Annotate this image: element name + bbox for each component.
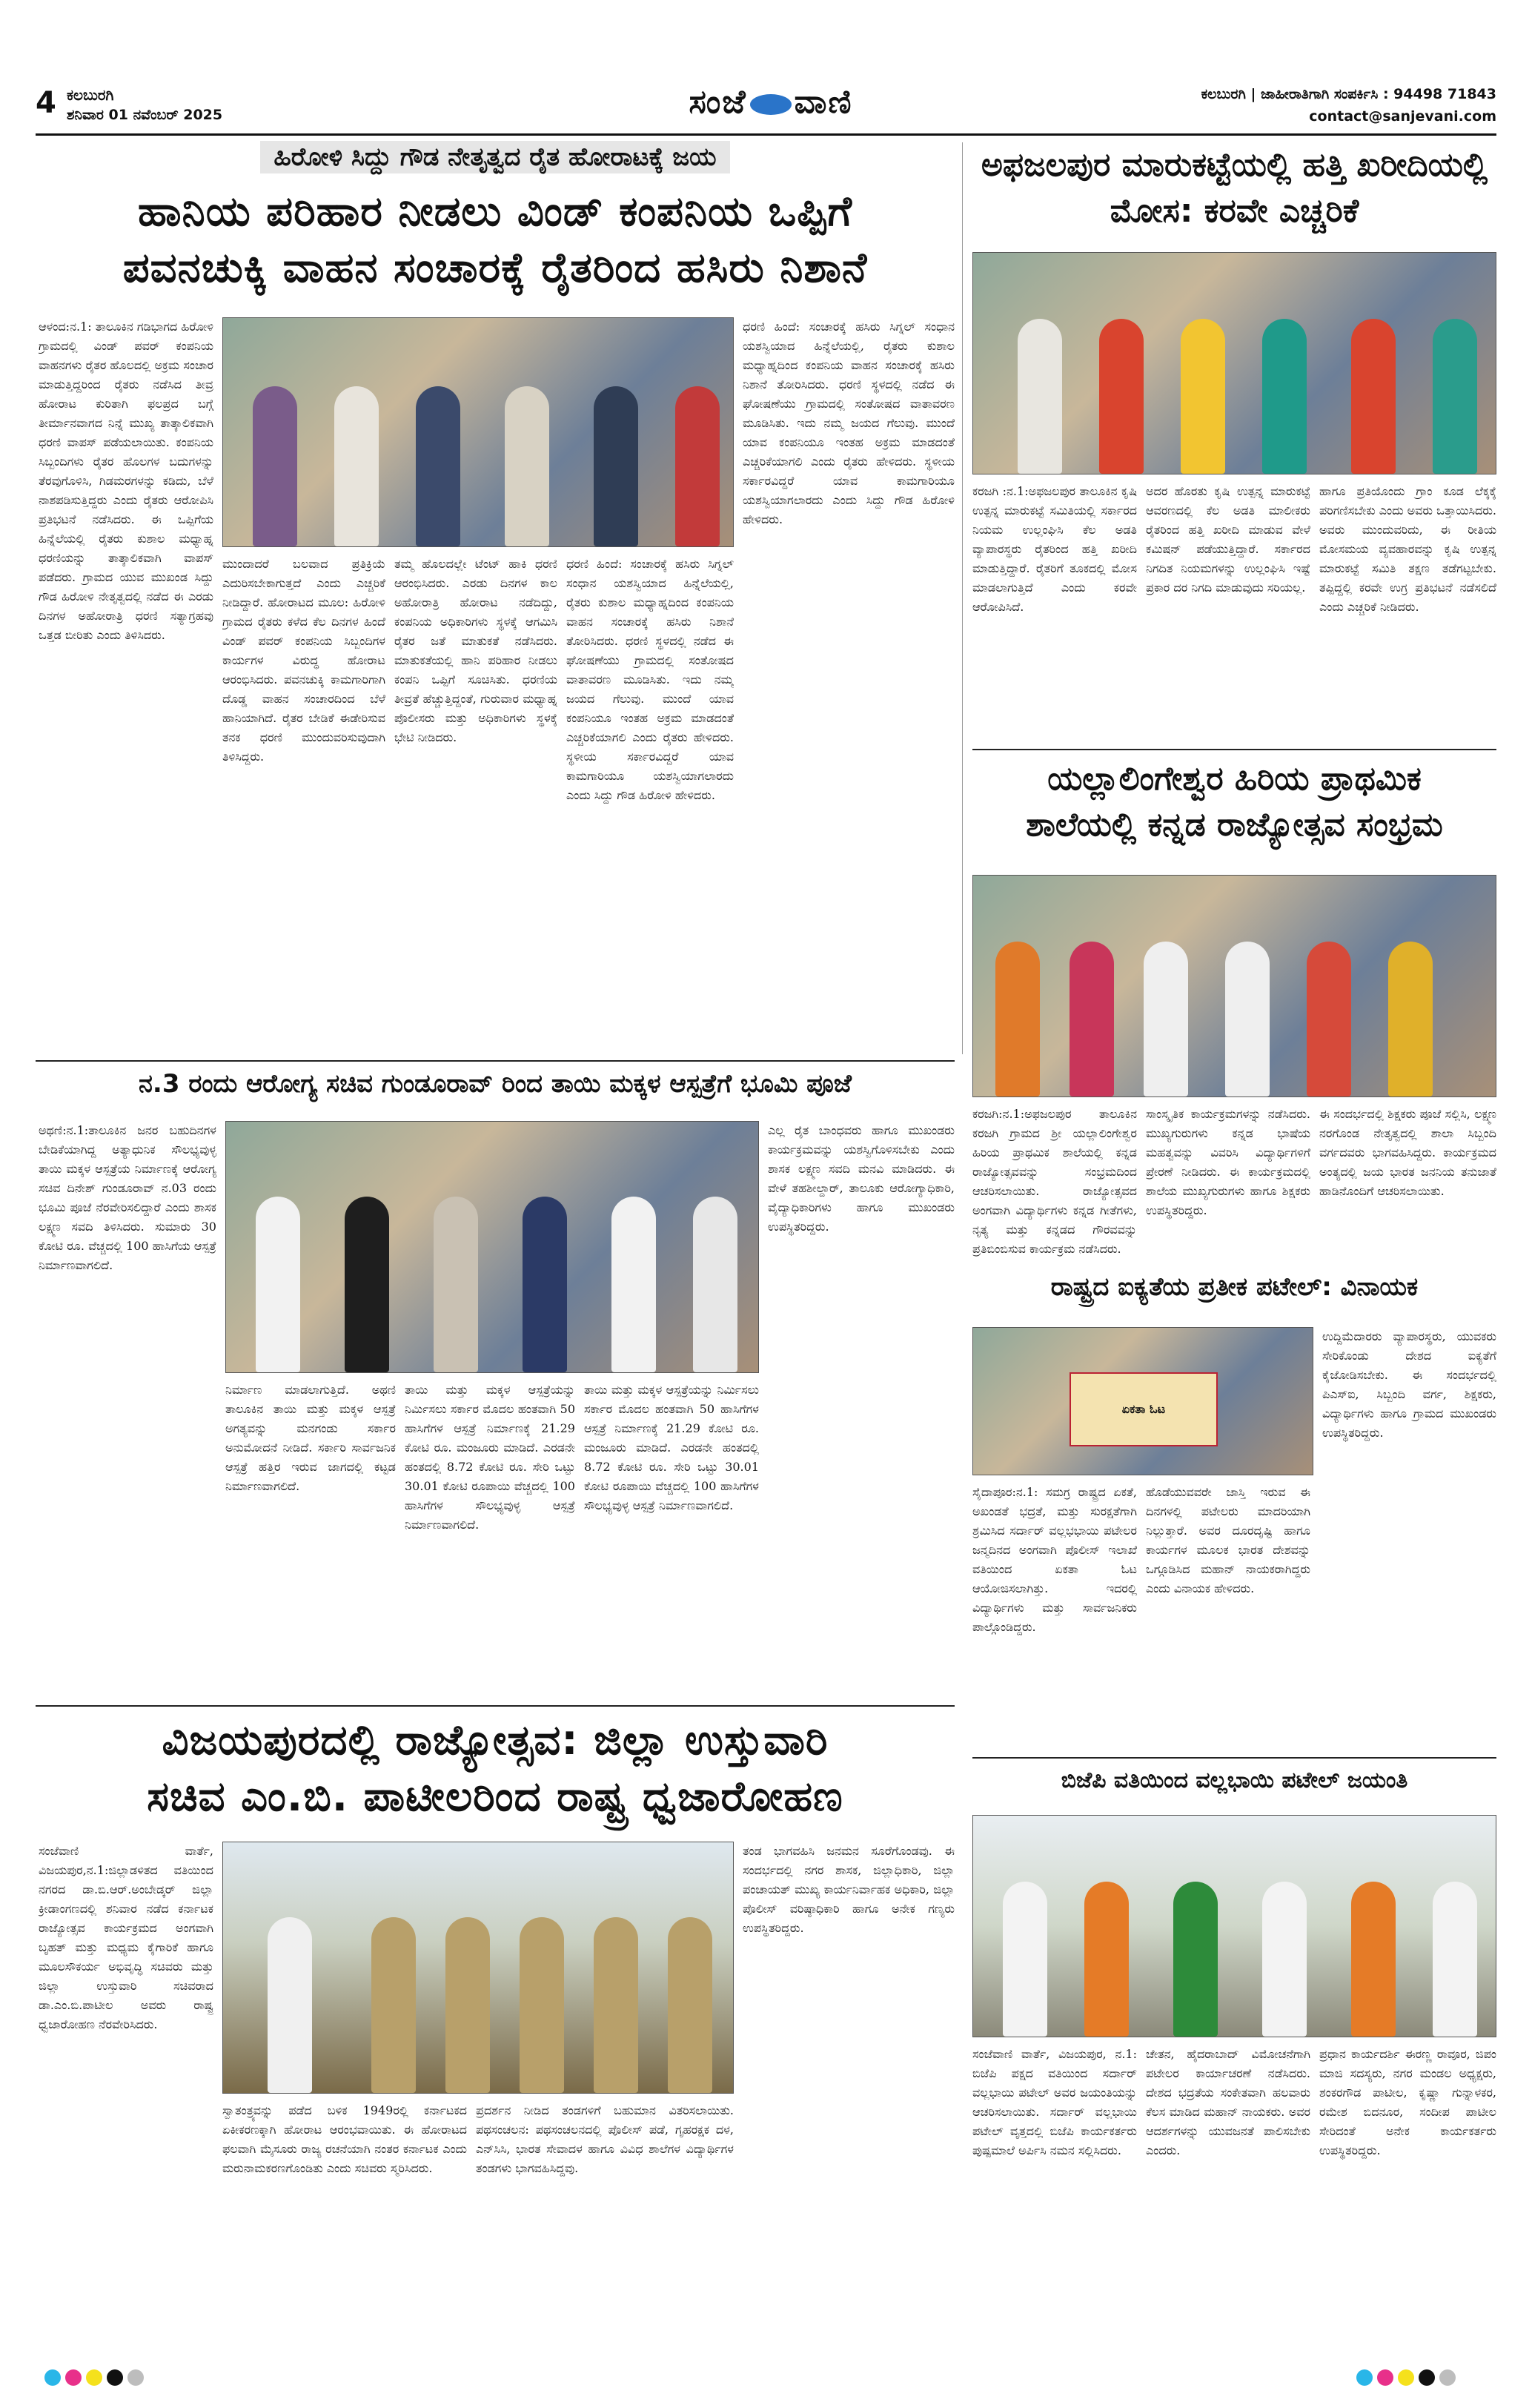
section-rule bbox=[972, 1757, 1496, 1759]
story1-col3-text: ತಮ್ಮ ಹೊಲದಲ್ಲೇ ಟೆಂಟ್ ಹಾಕಿ ಧರಣಿ ಆರಂಭಿಸಿದರು. ಎರಡು ದಿನಗಳ ಕಾಲ ಅಹೋರಾತ್ರಿ ಹೋರಾಟ ನಡೆದಿದ್ದು, ಕಂಪನಿಯ ಅಧಿಕಾರಿಗಳು ಸ್ಥಳಕ್ಕೆ ಆಗಮಿಸಿ ರೈತರ ಜತೆ ಮಾತುಕತೆ ನಡೆಸಿದರು. ಮಾತುಕತೆಯಲ್ಲಿ ಹಾನಿ ಪರಿಹಾರ ನೀಡಲು ಕಂಪನಿ ಒಪ್ಪಿಗೆ ಸೂಚಿಸಿತು. ಧರಣಿಯ ತೀವ್ರತೆ ಹೆಚ್ಚುತ್ತಿದ್ದಂತೆ, ಗುರುವಾರ ಮಧ್ಯಾಹ್ನ ಪೊಲೀಸರು ಮತ್ತು ಅಧಿಕಾರಿಗಳು ಸ್ಥಳಕ್ಕೆ ಭೇಟಿ ನೀಡಿದರು. bbox=[394, 557, 557, 744]
story1-col4-text: ಧರಣಿ ಹಿಂದೆ: ಸಂಚಾರಕ್ಕೆ ಹಸಿರು ಸಿಗ್ನಲ್ ಸಂಧಾನ ಯಶಸ್ವಿಯಾದ ಹಿನ್ನೆಲೆಯಲ್ಲಿ, ರೈತರು ಕುಶಾಲ ಮಧ್ಯಾಹ್ನದಿಂದ ಕಂಪನಿಯ ವಾಹನ ಸಂಚಾರಕ್ಕೆ ಹಸಿರು ನಿಶಾನೆ ತೋರಿಸಿದರು. ಧರಣಿ ಸ್ಥಳದಲ್ಲಿ ನಡೆದ ಈ ಘೋಷಣೆಯು ಗ್ರಾಮದಲ್ಲಿ ಸಂತೋಷದ ವಾತಾವರಣ ಮೂಡಿಸಿತು. ಇದು ನಮ್ಮ ಜಯದ ಗೆಲುವು. ಮುಂದೆ ಯಾವ ಕಂಪನಿಯೂ ಇಂತಹ ಅಕ್ರಮ ಮಾಡದಂತೆ ಎಚ್ಚರಿಕೆಯಾಗಲಿ ಎಂದು ರೈತರು ಹೇಳಿದರು. ಸ್ಥಳೀಯ ಸರ್ಕಾರವಿದ್ದರೆ ಯಾವ ಕಾಮಗಾರಿಯೂ ಯಶಸ್ವಿಯಾಗಲಾರದು ಎಂದು ಸಿದ್ದು ಗೌಡ ಹಿರೋಳಿ ಹೇಳಿದರು. bbox=[566, 557, 734, 802]
story1-column-5 bbox=[743, 317, 955, 1051]
story1-col1-text: ಆಳಂದ:ನ.1: ತಾಲೂಕಿನ ಗಡಿಭಾಗದ ಹಿರೋಳಿ ಗ್ರಾಮದಲ್ಲಿ ವಿಂಡ್ ಪವರ್ ಕಂಪನಿಯ ವಾಹನಗಳು ರೈತರ ಹೊಲದಲ್ಲಿ ಅಕ್ರಮ ಸಂಚಾರ ಮಾಡುತ್ತಿದ್ದರಿಂದ ರೈತರು ನಡೆಸಿದ ತೀವ್ರ ಹೋರಾಟ ಕುರಿತಾಗಿ ಫಲಪ್ರದ ಬಗ್ಗೆ ತೀರ್ಮಾನವಾಗದ ನಿನ್ನೆ ಮುಖ್ಯ ತಾತ್ಕಾಲಿಕವಾಗಿ ಧರಣಿ ವಾಪಸ್ ಪಡೆಯಲಾಯಿತು. ಕಂಪನಿಯ ಸಿಬ್ಬಂದಿಗಳು ರೈತರ ಹೊಲಗಳ ಬದುಗಳನ್ನು ತೆರವುಗೊಳಿಸಿ, ಗಿಡಮರಗಳನ್ನು ಕಡಿದು, ಬೆಳೆ ನಾಶಪಡಿಸುತ್ತಿದ್ದರು ಎಂದು ರೈತರು ಆರೋಪಿಸಿ ಪ್ರತಿಭಟನೆ ನಡೆಸಿದರು. ಈ ಒಪ್ಪಿಗೆಯ ಹಿನ್ನೆಲೆಯಲ್ಲಿ ರೈತರು ಕುಶಾಲ ಮಧ್ಯಾಹ್ನ ಧರಣಿಯನ್ನು ತಾತ್ಕಾಲಿಕವಾಗಿ ವಾಪಸ್ ಪಡೆದರು. ಗ್ರಾಮದ ಯುವ ಮುಖಂಡ ಸಿದ್ದು ಗೌಡ ಹಿರೋಳಿ ನೇತೃತ್ವದಲ್ಲಿ ನಡೆದ ಈ ಎರಡು ದಿನಗಳ ಅಹೋರಾತ್ರಿ ಧರಣಿ ಸತ್ಯಾಗ್ರಹವು ಒತ್ತಡ ಬೀರಿತು ಎಂದು ತಿಳಿಸಿದರು. bbox=[39, 320, 213, 642]
story1-column-1 bbox=[39, 317, 213, 1051]
story2-photo bbox=[972, 252, 1496, 474]
story7-column-2 bbox=[1146, 2045, 1310, 2361]
story6-col2-text: ಸ್ವಾತಂತ್ರ್ಯವನ್ನು ಪಡೆದ ಬಳಿಕ 1949ರಲ್ಲಿ ಕರ್ನಾಟಕದ ಏಕೀಕರಣಕ್ಕಾಗಿ ಹೋರಾಟ ಆರಂಭವಾಯಿತು. ಈ ಹೋರಾಟದ ಫಲವಾಗಿ ಮೈಸೂರು ರಾಜ್ಯ ರಚನೆಯಾಗಿ ನಂತರ ಕರ್ನಾಟಕ ಎಂದು ಮರುನಾಮಕರಣಗೊಂಡಿತು ಎಂದು ಸಚಿವರು ಸ್ಮರಿಸಿದರು. bbox=[222, 2103, 467, 2175]
photo-figure bbox=[1351, 1882, 1396, 2037]
story7-col3-text: ಪ್ರಧಾನ ಕಾರ್ಯದರ್ಶಿ ಈರಣ್ಣ ರಾವೂರ, ಜಿಪಂ ಮಾಜಿ ಸದಸ್ಯರು, ನಗರ ಮಂಡಲ ಅಧ್ಯಕ್ಷರು, ಶಂಕರಗೌಡ ಪಾಟೀಲ, ಕೃಷ್ಣಾ ಗುನ್ನಾಳಕರ, ರಮೇಶ ಬಿದನೂರ, ಸಂದೀಪ ಪಾಟೀಲ ಸೇರಿದಂತೆ ಅನೇಕ ಕಾರ್ಯಕರ್ತರು ಉಪಸ್ಥಿತರಿದ್ದರು. bbox=[1319, 2047, 1496, 2157]
story4-col2-text: ಹೊಡೆಯುವವರೇ ಜಾಸ್ತಿ ಇರುವ ಈ ದಿನಗಳಲ್ಲಿ ಪಟೇಲರು ಮಾದರಿಯಾಗಿ ನಿಲ್ಲುತ್ತಾರೆ. ಅವರ ದೂರದೃಷ್ಟಿ ಹಾಗೂ ಕಾರ್ಯಗಳ ಮೂಲಕ ಭಾರತ ದೇಶವನ್ನು ಒಗ್ಗೂಡಿಸಿದ ಮಹಾನ್ ನಾಯಕರಾಗಿದ್ದರು ಎಂದು ವಿನಾಯಕ ಹೇಳಿದರು. bbox=[1146, 1485, 1310, 1595]
color-dot bbox=[1419, 2369, 1435, 2386]
photo-figure bbox=[594, 1917, 638, 2093]
story5-column-1 bbox=[39, 1121, 216, 1699]
photo-figure bbox=[253, 386, 297, 546]
print-color-bar-right bbox=[1356, 2369, 1505, 2387]
story4-photo bbox=[972, 1327, 1313, 1475]
photo-figure bbox=[1181, 319, 1225, 474]
photo-figure bbox=[1351, 319, 1396, 474]
story7-headline: ಬಿಜೆಪಿ ವತಿಯಿಂದ ವಲ್ಲಭಾಯಿ ಪಟೇಲ್ ಜಯಂತಿ bbox=[1061, 1767, 1408, 1793]
story6-photo bbox=[222, 1842, 734, 2094]
story5-col2-text: ನಿರ್ಮಾಣ ಮಾಡಲಾಗುತ್ತಿದೆ. ಅಥಣಿ ತಾಲೂಕಿನ ತಾಯಿ ಮತ್ತು ಮಕ್ಕಳ ಆಸ್ಪತ್ರೆ ಅಗತ್ಯವನ್ನು ಮನಗಂಡು ಸರ್ಕಾರ ಅನುಮೋದನೆ ನೀಡಿದೆ. ಸರ್ಕಾರಿ ಸಾರ್ವಜನಿಕ ಆಸ್ಪತ್ರೆ ಹತ್ತಿರ ಇರುವ ಜಾಗದಲ್ಲಿ ಕಟ್ಟಡ ನಿರ್ಮಾಣವಾಗಲಿದೆ. bbox=[225, 1383, 396, 1493]
print-color-bar-left bbox=[44, 2369, 252, 2387]
story2-col3-text: ಹಾಗೂ ಪ್ರತಿಯೊಂದು ಗ್ರಾಂ ಕೂಡ ಲೆಕ್ಕಕ್ಕೆ ಪರಿಗಣಿಸಬೇಕು ಎಂದು ಅವರು ಒತ್ತಾಯಿಸಿದರು. ಅವರು ಮುಂದುವರಿದು, ಈ ರೀತಿಯ ಮೋಸಮಯ ವ್ಯವಹಾರವನ್ನು ಕೃಷಿ ಉತ್ಪನ್ನ ಮಾರುಕಟ್ಟೆ ಸಮಿತಿ ತಕ್ಷಣ ತಡೆಗಟ್ಟಬೇಕು. ತಪ್ಪಿದ್ದಲ್ಲಿ ಕರವೇ ಉಗ್ರ ಪ್ರತಿಭಟನೆ ನಡೆಸಲಿದೆ ಎಂದು ಎಚ್ಚರಿಕೆ ನೀಡಿದರು. bbox=[1319, 484, 1496, 614]
story5-photo bbox=[225, 1121, 759, 1373]
masthead-date: ಶನಿವಾರ 01 ನವೆಂಬರ್ 2025 bbox=[67, 107, 223, 123]
logo-text-right: ವಾಣಿ bbox=[794, 83, 853, 121]
photo-banner: ಏಕತಾ ಓಟ bbox=[1070, 1372, 1218, 1446]
story3-column-2 bbox=[1146, 1105, 1310, 1290]
photo-figure bbox=[675, 386, 720, 546]
story5-col4-text: ಎಲ್ಲ ರೈತ ಬಾಂಧವರು ಹಾಗೂ ಮುಖಂಡರು ಕಾರ್ಯಕ್ರಮವನ್ನು ಯಶಸ್ವಿಗೊಳಿಸಬೇಕು ಎಂದು ಶಾಸಕ ಲಕ್ಷ್ಮಣ ಸವದಿ ಮನವಿ ಮಾಡಿದರು. ಈ ವೇಳೆ ತಹಶೀಲ್ದಾರ್, ತಾಲೂಕು ಆರೋಗ್ಯಾಧಿಕಾರಿ, ವೈದ್ಯಾಧಿಕಾರಿಗಳು ಹಾಗೂ ಮುಖಂಡರು ಉಪಸ್ಥಿತರಿದ್ದರು. bbox=[768, 1123, 955, 1234]
photo-figure bbox=[1262, 1882, 1307, 2037]
section-rule bbox=[36, 1060, 955, 1062]
story1-column-4a bbox=[566, 555, 734, 1051]
story1-col5-text: ಧರಣಿ ಹಿಂದೆ: ಸಂಚಾರಕ್ಕೆ ಹಸಿರು ಸಿಗ್ನಲ್ ಸಂಧಾನ ಯಶಸ್ವಿಯಾದ ಹಿನ್ನೆಲೆಯಲ್ಲಿ, ರೈತರು ಕುಶಾಲ ಮಧ್ಯಾಹ್ನದಿಂದ ಕಂಪನಿಯ ವಾಹನ ಸಂಚಾರಕ್ಕೆ ಹಸಿರು ನಿಶಾನೆ ತೋರಿಸಿದರು. ಧರಣಿ ಸ್ಥಳದಲ್ಲಿ ನಡೆದ ಈ ಘೋಷಣೆಯು ಗ್ರಾಮದಲ್ಲಿ ಸಂತೋಷದ ವಾತಾವರಣ ಮೂಡಿಸಿತು. ಇದು ನಮ್ಮ ಜಯದ ಗೆಲುವು. ಮುಂದೆ ಯಾವ ಕಂಪನಿಯೂ ಇಂತಹ ಅಕ್ರಮ ಮಾಡದಂತೆ ಎಚ್ಚರಿಕೆಯಾಗಲಿ ಎಂದು ರೈತರು ಹೇಳಿದರು. ಸ್ಥಳೀಯ ಸರ್ಕಾರವಿದ್ದರೆ ಯಾವ ಕಾಮಗಾರಿಯೂ ಯಶಸ್ವಿಯಾಗಲಾರದು ಎಂದು ಸಿದ್ದು ಗೌಡ ಹಿರೋಳಿ ಹೇಳಿದರು. bbox=[743, 320, 955, 526]
section-rule bbox=[36, 1705, 955, 1707]
story4-col1-text: ಸೈದಾಪೂರ:ನ.1: ಸಮಗ್ರ ರಾಷ್ಟ್ರದ ಏಕತೆ, ಅಖಂಡತೆ ಭದ್ರತೆ, ಮತ್ತು ಸುರಕ್ಷತೆಗಾಗಿ ಶ್ರಮಿಸಿದ ಸರ್ದಾರ್ ವಲ್ಲಭಭಾಯಿ ಪಟೇಲರ ಜನ್ಮದಿನದ ಅಂಗವಾಗಿ ಪೊಲೀಸ್ ಇಲಾಖೆ ವತಿಯಿಂದ ಏಕತಾ ಓಟ ಆಯೋಜಿಸಲಾಗಿತ್ತು. ಇದರಲ್ಲಿ ವಿದ್ಯಾರ್ಥಿಗಳು ಮತ್ತು ಸಾರ್ವಜನಿಕರು ಪಾಲ್ಗೊಂಡಿದ್ದರು. bbox=[972, 1485, 1137, 1634]
color-dot bbox=[1377, 2369, 1393, 2386]
photo-figure bbox=[1099, 319, 1144, 474]
story7-column-3 bbox=[1319, 2045, 1496, 2361]
photo-figure bbox=[1433, 319, 1477, 474]
story2-column-3 bbox=[1319, 482, 1496, 741]
photo-figure bbox=[1307, 942, 1351, 1096]
photo-figure bbox=[1070, 942, 1114, 1096]
story6-column-1 bbox=[39, 1842, 213, 2361]
story5-column-3b bbox=[584, 1380, 759, 1699]
masthead-right bbox=[1111, 83, 1496, 129]
story3-photo bbox=[972, 875, 1496, 1097]
story4-column-2 bbox=[1146, 1483, 1310, 1750]
story5-column-2 bbox=[225, 1380, 396, 1699]
story5-col1-text: ಅಥಣಿ:ನ.1:ತಾಲೂಕಿನ ಜನರ ಬಹುದಿನಗಳ ಬೇಡಿಕೆಯಾಗಿದ್ದ ಅತ್ಯಾಧುನಿಕ ಸೌಲಭ್ಯವುಳ್ಳ ತಾಯಿ ಮಕ್ಕಳ ಆಸ್ಪತ್ರೆಯ ನಿರ್ಮಾಣಕ್ಕೆ ಆರೋಗ್ಯ ಸಚಿವ ದಿನೇಶ್ ಗುಂಡೂರಾವ್ ನ.03 ರಂದು ಭೂಮಿ ಪೂಜೆ ನೆರವೇರಿಸಲಿದ್ದಾರೆ ಎಂದು ಶಾಸಕ ಲಕ್ಷ್ಮಣ ಸವದಿ ತಿಳಿಸಿದರು. ಸುಮಾರು 30 ಕೋಟಿ ರೂ. ವೆಚ್ಚದಲ್ಲಿ 100 ಹಾಸಿಗೆಯ ಆಸ್ಪತ್ರೆ ನಿರ್ಮಾಣವಾಗಲಿದೆ. bbox=[39, 1123, 216, 1272]
story7-col2-text: ಚೇತನ, ಹೈದರಾಬಾದ್ ವಿಮೋಚನೆಗಾಗಿ ಪಟೇಲರ ಕಾರ್ಯಾಚರಣೆ ನಡೆಸಿದರು. ದೇಶದ ಭದ್ರತೆಯ ಸಂಕೇತವಾಗಿ ಹಲವಾರು ಕೆಲಸ ಮಾಡಿದ ಮಹಾನ್ ನಾಯಕರು. ಅವರ ಆದರ್ಶಗಳನ್ನು ಯುವಜನತೆ ಪಾಲಿಸಬೇಕು ಎಂದರು. bbox=[1146, 2047, 1310, 2157]
story4-col3-text: ಉದ್ದಿಮೆದಾರರು ವ್ಯಾಪಾರಸ್ಥರು, ಯುವಕರು ಸೇರಿಕೊಂಡು ದೇಶದ ಐಕ್ಯತೆಗೆ ಕೈಜೋಡಿಸಬೇಕು. ಈ ಸಂದರ್ಭದಲ್ಲಿ ಪಿಎಸ್‌ಐ, ಸಿಬ್ಬಂದಿ ವರ್ಗ, ಶಿಕ್ಷಕರು, ವಿದ್ಯಾರ್ಥಿಗಳು ಹಾಗೂ ಗ್ರಾಮದ ಮುಖಂಡರು ಉಪಸ್ಥಿತರಿದ್ದರು. bbox=[1322, 1329, 1496, 1440]
story3-col2-text: ಸಾಂಸ್ಕೃತಿಕ ಕಾರ್ಯಕ್ರಮಗಳನ್ನು ನಡೆಸಿದರು. ಮುಖ್ಯಗುರುಗಳು ಕನ್ನಡ ಭಾಷೆಯ ಮಹತ್ವವನ್ನು ವಿವರಿಸಿ ವಿದ್ಯಾರ್ಥಿಗಳಿಗೆ ಪ್ರೇರಣೆ ನೀಡಿದರು. ಈ ಕಾರ್ಯಕ್ರಮದಲ್ಲಿ ಶಾಲೆಯ ಮುಖ್ಯಗುರುಗಳು ಹಾಗೂ ಶಿಕ್ಷಕರು ಉಪಸ್ಥಿತರಿದ್ದರು. bbox=[1146, 1107, 1310, 1217]
masthead-rule bbox=[36, 133, 1496, 136]
photo-figure bbox=[668, 1917, 712, 2093]
story4-headline: ರಾಷ್ಟ್ರದ ಐಕ್ಯತೆಯ ಪ್ರತೀಕ ಪಟೇಲ್: ವಿನಾಯಕ bbox=[972, 1271, 1496, 1315]
photo-figure bbox=[520, 1917, 564, 2093]
color-dot bbox=[86, 2369, 102, 2386]
photo-figure bbox=[268, 1917, 312, 2093]
color-dot bbox=[65, 2369, 82, 2386]
story1-headline-line1: ಹಾನಿಯ ಪರಿಹಾರ ನೀಡಲು ವಿಂಡ್ ಕಂಪನಿಯ ಒಪ್ಪಿಗೆ bbox=[137, 188, 852, 236]
story6-column-2 bbox=[222, 2101, 467, 2361]
story2-col1-text: ಕರಜಗಿ :ನ.1:ಅಫಜಲಪುರ ತಾಲೂಕಿನ ಕೃಷಿ ಉತ್ಪನ್ನ ಮಾರುಕಟ್ಟೆ ಸಮಿತಿಯಲ್ಲಿ ಸರ್ಕಾರದ ನಿಯಮ ಉಲ್ಲಂಘಿಸಿ ಕೆಲ ಅಡತಿ ವ್ಯಾಪಾರಸ್ಥರು ರೈತರಿಂದ ಹತ್ತಿ ಖರೀದಿ ಮಾಡುತ್ತಿದ್ದಾರೆ. ರೈತರಿಗೆ ತೂಕದಲ್ಲಿ ಮೋಸ ಮಾಡಲಾಗುತ್ತಿದೆ ಎಂದು ಕರವೇ ಆರೋಪಿಸಿದೆ. bbox=[972, 484, 1137, 614]
color-dot bbox=[1356, 2369, 1373, 2386]
photo-figure bbox=[1003, 1882, 1047, 2037]
story3-column-3 bbox=[1319, 1105, 1496, 1290]
photo-figure bbox=[1225, 942, 1270, 1096]
story3-column-1 bbox=[972, 1105, 1137, 1290]
photo-figure bbox=[693, 1197, 737, 1372]
story5-col3b-text: ತಾಯಿ ಮತ್ತು ಮಕ್ಕಳ ಆಸ್ಪತ್ರೆಯನ್ನು ನಿರ್ಮಿಸಲು ಸರ್ಕಾರ ಮೊದಲ ಹಂತವಾಗಿ 50 ಹಾಸಿಗೆಗಳ ಆಸ್ಪತ್ರೆ ನಿರ್ಮಾಣಕ್ಕೆ 21.29 ಕೋಟಿ ರೂ. ಮಂಜೂರು ಮಾಡಿದೆ. ಎರಡನೇ ಹಂತದಲ್ಲಿ 8.72 ಕೋಟಿ ರೂ. ಸೇರಿ ಒಟ್ಟು 30.01 ಕೋಟಿ ರೂಪಾಯಿ ವೆಚ್ಚದಲ್ಲಿ 100 ಹಾಸಿಗೆಗಳ ಸೌಲಭ್ಯವುಳ್ಳ ಆಸ್ಪತ್ರೆ ನಿರ್ಮಾಣವಾಗಲಿದೆ. bbox=[584, 1383, 759, 1512]
photo-figure bbox=[371, 1917, 416, 2093]
photo-figure bbox=[1084, 1882, 1129, 2037]
story6-column-3 bbox=[476, 2101, 734, 2361]
globe-icon bbox=[750, 94, 792, 115]
newspaper-logo bbox=[645, 83, 897, 129]
page-number: 4 bbox=[36, 86, 56, 120]
story5-column-4 bbox=[768, 1121, 955, 1699]
color-dot bbox=[127, 2369, 144, 2386]
photo-figure bbox=[445, 1917, 490, 2093]
story6-headline-line2: ಸಚಿವ ಎಂ.ಬಿ. ಪಾಟೀಲರಿಂದ ರಾಷ್ಟ್ರ ಧ್ವಜಾರೋಹಣ bbox=[147, 1773, 843, 1821]
story6-headline-line1: ವಿಜಯಪುರದಲ್ಲಿ ರಾಜ್ಯೋತ್ಸವ: ಜಿಲ್ಲಾ ಉಸ್ತುವಾರಿ bbox=[162, 1716, 829, 1764]
masthead-right-city: ಕಲಬುರಗಿ bbox=[1201, 86, 1246, 102]
story7-photo bbox=[972, 1815, 1496, 2037]
story4-column-1 bbox=[972, 1483, 1137, 1750]
photo-figure bbox=[594, 386, 638, 546]
story2-column-2 bbox=[1146, 482, 1310, 741]
masthead-city: ಕಲಬುರಗಿ bbox=[67, 86, 114, 104]
photo-figure bbox=[505, 386, 549, 546]
section-rule bbox=[972, 749, 1496, 750]
story1-kicker-text: ಹಿರೋಳಿ ಸಿದ್ದು ಗೌಡ ನೇತೃತ್ವದ ರೈತ ಹೋರಾಟಕ್ಕೆ ಜಯ bbox=[260, 141, 729, 173]
photo-figure bbox=[1433, 1882, 1477, 2037]
story6-col3-text: ಪ್ರದರ್ಶನ ನೀಡಿದ ತಂಡಗಳಿಗೆ ಬಹುಮಾನ ವಿತರಿಸಲಾಯಿತು. ಪಥಸಂಚಲನ: ಪಥಸಂಚಲನದಲ್ಲಿ ಪೊಲೀಸ್ ಪಡೆ, ಗೃಹರಕ್ಷಕ ದಳ, ಎನ್‌ಸಿಸಿ, ಭಾರತ ಸೇವಾದಳ ಹಾಗೂ ವಿವಿಧ ಶಾಲೆಗಳ ವಿದ್ಯಾರ್ಥಿಗಳ ತಂಡಗಳು ಭಾಗವಹಿಸಿದ್ದವು. bbox=[476, 2103, 734, 2175]
story7-col1-text: ಸಂಜೆವಾಣಿ ವಾರ್ತೆ, ವಿಜಯಪುರ, ನ.1: ಬಿಜೆಪಿ ಪಕ್ಷದ ವತಿಯಿಂದ ಸರ್ದಾರ್ ವಲ್ಲಭಾಯಿ ಪಟೇಲ್ ಅವರ ಜಯಂತಿಯನ್ನು ಆಚರಿಸಲಾಯಿತು. ಸರ್ದಾರ್ ವಲ್ಲಭಾಯಿ ಪಟೇಲ್ ವೃತ್ತದಲ್ಲಿ ಬಿಜೆಪಿ ಕಾರ್ಯಕರ್ತರು ಪುಷ್ಪಮಾಲೆ ಅರ್ಪಿಸಿ ನಮನ ಸಲ್ಲಿಸಿದರು. bbox=[972, 2047, 1137, 2157]
story2-headline: ಅಫಜಲಪುರ ಮಾರುಕಟ್ಟೆಯಲ್ಲಿ ಹತ್ತಿ ಖರೀದಿಯಲ್ಲಿ ಮೋಸ: ಕರವೇ ಎಚ್ಚರಿಕೆ bbox=[981, 146, 1488, 230]
story2-col2-text: ಅದರ ಹೊರತು ಕೃಷಿ ಉತ್ಪನ್ನ ಮಾರುಕಟ್ಟೆ ಆವರಣದಲ್ಲಿ ಕೆಲ ಅಡತಿ ಮಾಲೀಕರು ರೈತರಿಂದ ಹತ್ತಿ ಖರೀದಿ ಮಾಡುವ ವೇಳೆ ಕಮಿಷನ್ ಪಡೆಯುತ್ತಿದ್ದಾರೆ. ಸರ್ಕಾರದ ನಿಗದಿತ ನಿಯಮಗಳನ್ನು ಉಲ್ಲಂಘಿಸಿ ಇಷ್ಟೆ ಪ್ರಕಾರ ದರ ನಿಗದಿ ಮಾಡುವುದು ಸರಿಯಲ್ಲ. bbox=[1146, 484, 1310, 595]
photo-figure bbox=[434, 1197, 478, 1372]
column-divider bbox=[962, 142, 963, 1054]
story6-col4-text: ತಂಡ ಭಾಗವಹಿಸಿ ಜನಮನ ಸೂರೆಗೊಂಡವು. ಈ ಸಂದರ್ಭದಲ್ಲಿ ನಗರ ಶಾಸಕ, ಜಿಲ್ಲಾಧಿಕಾರಿ, ಜಿಲ್ಲಾ ಪಂಚಾಯತ್ ಮುಖ್ಯ ಕಾರ್ಯನಿರ್ವಾಹಕ ಅಧಿಕಾರಿ, ಜಿಲ್ಲಾ ಪೊಲೀಸ್ ವರಿಷ್ಠಾಧಿಕಾರಿ ಹಾಗೂ ಅನೇಕ ಗಣ್ಯರು ಉಪಸ್ಥಿತರಿದ್ದರು. bbox=[743, 1844, 955, 1935]
story4-column-3 bbox=[1322, 1327, 1496, 1750]
photo-figure bbox=[523, 1197, 567, 1372]
story1-column-2 bbox=[222, 555, 385, 1051]
story1-col2-text: ಮುಂದಾದರೆ ಬಲವಾದ ಪ್ರತಿಕ್ರಿಯೆ ಎದುರಿಸಬೇಕಾಗುತ್ತದೆ ಎಂದು ಎಚ್ಚರಿಕೆ ನೀಡಿದ್ದಾರೆ. ಹೋರಾಟದ ಮೂಲ: ಹಿರೋಳಿ ಗ್ರಾಮದ ರೈತರು ಕಳೆದ ಕೆಲ ದಿನಗಳ ಹಿಂದೆ ವಿಂಡ್ ಪವರ್ ಕಂಪನಿಯ ಸಿಬ್ಬಂದಿಗಳ ಕಾರ್ಯಗಳ ವಿರುದ್ಧ ಹೋರಾಟ ಆರಂಭಿಸಿದರು. ಪವನಚುಕ್ಕಿ ಕಾಮಗಾರಿಗಾಗಿ ದೊಡ್ಡ ವಾಹನ ಸಂಚಾರದಿಂದ ಬೆಳೆ ಹಾನಿಯಾಗಿದೆ. ರೈತರ ಬೇಡಿಕೆ ಈಡೇರಿಸುವ ತನಕ ಧರಣಿ ಮುಂದುವರಿಸುವುದಾಗಿ ತಿಳಿಸಿದ್ದರು. bbox=[222, 557, 385, 764]
photo-figure bbox=[1388, 942, 1433, 1096]
story1-headline-line2: ಪವನಚುಕ್ಕಿ ವಾಹನ ಸಂಚಾರಕ್ಕೆ ರೈತರಿಂದ ಹಸಿರು ನಿಶಾನೆ bbox=[122, 244, 868, 292]
photo-figure bbox=[611, 1197, 656, 1372]
color-dot bbox=[1439, 2369, 1456, 2386]
ads-contact: | ಜಾಹೀರಾತಿಗಾಗಿ ಸಂಪರ್ಕಿಸಿ : 94498 71843 bbox=[1250, 86, 1496, 102]
photo-figure bbox=[1144, 942, 1188, 1096]
color-dot bbox=[107, 2369, 123, 2386]
photo-figure bbox=[1018, 319, 1062, 474]
contact-email[interactable]: contact@sanjevani.com bbox=[1309, 108, 1496, 125]
story6-col1-text: ಸಂಜೆವಾಣಿ ವಾರ್ತೆ, ವಿಜಯಪುರ,ನ.1:ಜಿಲ್ಲಾಡಳಿತದ ವತಿಯಿಂದ ನಗರದ ಡಾ.ಬಿ.ಆರ್.ಅಂಬೇಡ್ಕರ್ ಜಿಲ್ಲಾ ಕ್ರೀಡಾಂಗಣದಲ್ಲಿ ಶನಿವಾರ ನಡೆದ ಕರ್ನಾಟಕ ರಾಜ್ಯೋತ್ಸವ ಕಾರ್ಯಕ್ರಮದ ಅಂಗವಾಗಿ ಬೃಹತ್ ಮತ್ತು ಮಧ್ಯಮ ಕೈಗಾರಿಕೆ ಹಾಗೂ ಮೂಲಸೌಕರ್ಯ ಅಭಿವೃದ್ಧಿ ಸಚಿವರು ಮತ್ತು ಜಿಲ್ಲಾ ಉಸ್ತುವಾರಿ ಸಚಿವರಾದ ಡಾ.ಎಂ.ಬಿ.ಪಾಟೀಲ ಅವರು ರಾಷ್ಟ್ರ ಧ್ವಜಾರೋಹಣ ನೆರವೇರಿಸಿದರು. bbox=[39, 1844, 213, 2031]
photo-figure bbox=[345, 1197, 389, 1372]
masthead-left bbox=[36, 83, 302, 128]
story3-col1-text: ಕರಜಗಿ:ನ.1:ಅಫಜಲಪುರ ತಾಲೂಕಿನ ಕರಜಗಿ ಗ್ರಾಮದ ಶ್ರೀ ಯಲ್ಲಾಲಿಂಗೇಶ್ವರ ಹಿರಿಯ ಪ್ರಾಥಮಿಕ ಶಾಲೆಯಲ್ಲಿ ಕನ್ನಡ ರಾಜ್ಯೋತ್ಸವವನ್ನು ಸಂಭ್ರಮದಿಂದ ಆಚರಿಸಲಾಯಿತು. ರಾಜ್ಯೋತ್ಸವದ ಅಂಗವಾಗಿ ವಿದ್ಯಾರ್ಥಿಗಳು ಕನ್ನಡ ಗೀತೆಗಳು, ನೃತ್ಯ ಮತ್ತು ಕನ್ನಡದ ಗೌರವವನ್ನು ಪ್ರತಿಬಿಂಬಿಸುವ ಕಾರ್ಯಕ್ರಮ ನಡೆಸಿದರು. bbox=[972, 1107, 1137, 1256]
story5-headline: ನ.3 ರಂದು ಆರೋಗ್ಯ ಸಚಿವ ಗುಂಡೂರಾವ್ ರಿಂದ ತಾಯಿ ಮಕ್ಕಳ ಆಸ್ಪತ್ರೆಗೆ ಭೂಮಿ ಪೂಜೆ bbox=[139, 1069, 852, 1099]
story5-col3-text: ತಾಯಿ ಮತ್ತು ಮಕ್ಕಳ ಆಸ್ಪತ್ರೆಯನ್ನು ನಿರ್ಮಿಸಲು ಸರ್ಕಾರ ಮೊದಲ ಹಂತವಾಗಿ 50 ಹಾಸಿಗೆಗಳ ಆಸ್ಪತ್ರೆ ನಿರ್ಮಾಣಕ್ಕೆ 21.29 ಕೋಟಿ ರೂ. ಮಂಜೂರು ಮಾಡಿದೆ. ಎರಡನೇ ಹಂತದಲ್ಲಿ 8.72 ಕೋಟಿ ರೂ. ಸೇರಿ ಒಟ್ಟು 30.01 ಕೋಟಿ ರೂಪಾಯಿ ವೆಚ್ಚದಲ್ಲಿ 100 ಹಾಸಿಗೆಗಳ ಸೌಲಭ್ಯವುಳ್ಳ ಆಸ್ಪತ್ರೆ ನಿರ್ಮಾಣವಾಗಲಿದೆ. bbox=[405, 1383, 575, 1532]
photo-figure bbox=[416, 386, 460, 546]
photo-figure bbox=[256, 1197, 300, 1372]
logo-text-left: ಸಂಜೆ bbox=[689, 83, 747, 121]
story2-column-1 bbox=[972, 482, 1137, 741]
story6-column-4 bbox=[743, 1842, 955, 2361]
story3-headline-line2: ಶಾಲೆಯಲ್ಲಿ ಕನ್ನಡ ರಾಜ್ಯೋತ್ಸವ ಸಂಭ್ರಮ bbox=[1026, 806, 1443, 844]
story7-column-1 bbox=[972, 2045, 1137, 2361]
story1-headline bbox=[36, 184, 955, 302]
photo-figure bbox=[995, 942, 1040, 1096]
photo-figure bbox=[1173, 1882, 1218, 2037]
story6-headline bbox=[36, 1713, 955, 1831]
story3-col3-text: ಈ ಸಂದರ್ಭದಲ್ಲಿ ಶಿಕ್ಷಕರು ಪೂಜೆ ಸಲ್ಲಿಸಿ, ಲಕ್ಷ್ಮಣ ನರಗೊಂಡ ನೇತೃತ್ವದಲ್ಲಿ ಶಾಲಾ ಸಿಬ್ಬಂದಿ ವರ್ಗದವರು ಭಾಗವಹಿಸಿದ್ದರು. ಕಾರ್ಯಕ್ರಮದ ಅಂತ್ಯದಲ್ಲಿ ಜಯ ಭಾರತ ಜನನಿಯ ತನುಜಾತೆ ಹಾಡಿನೊಂದಿಗೆ ಆಚರಿಸಲಾಯಿತು. bbox=[1319, 1107, 1496, 1198]
story3-headline-line1: ಯಲ್ಲಾಲಿಂಗೇಶ್ವರ ಹಿರಿಯ ಪ್ರಾಥಮಿಕ bbox=[1047, 760, 1422, 798]
story1-column-3 bbox=[394, 555, 557, 1051]
story5-column-3 bbox=[405, 1380, 575, 1699]
photo-figure bbox=[334, 386, 379, 546]
story1-photo bbox=[222, 317, 734, 547]
story3-headline bbox=[972, 756, 1496, 857]
photo-figure bbox=[1262, 319, 1307, 474]
color-dot bbox=[1398, 2369, 1414, 2386]
color-dot bbox=[44, 2369, 61, 2386]
story1-kicker bbox=[36, 142, 955, 179]
